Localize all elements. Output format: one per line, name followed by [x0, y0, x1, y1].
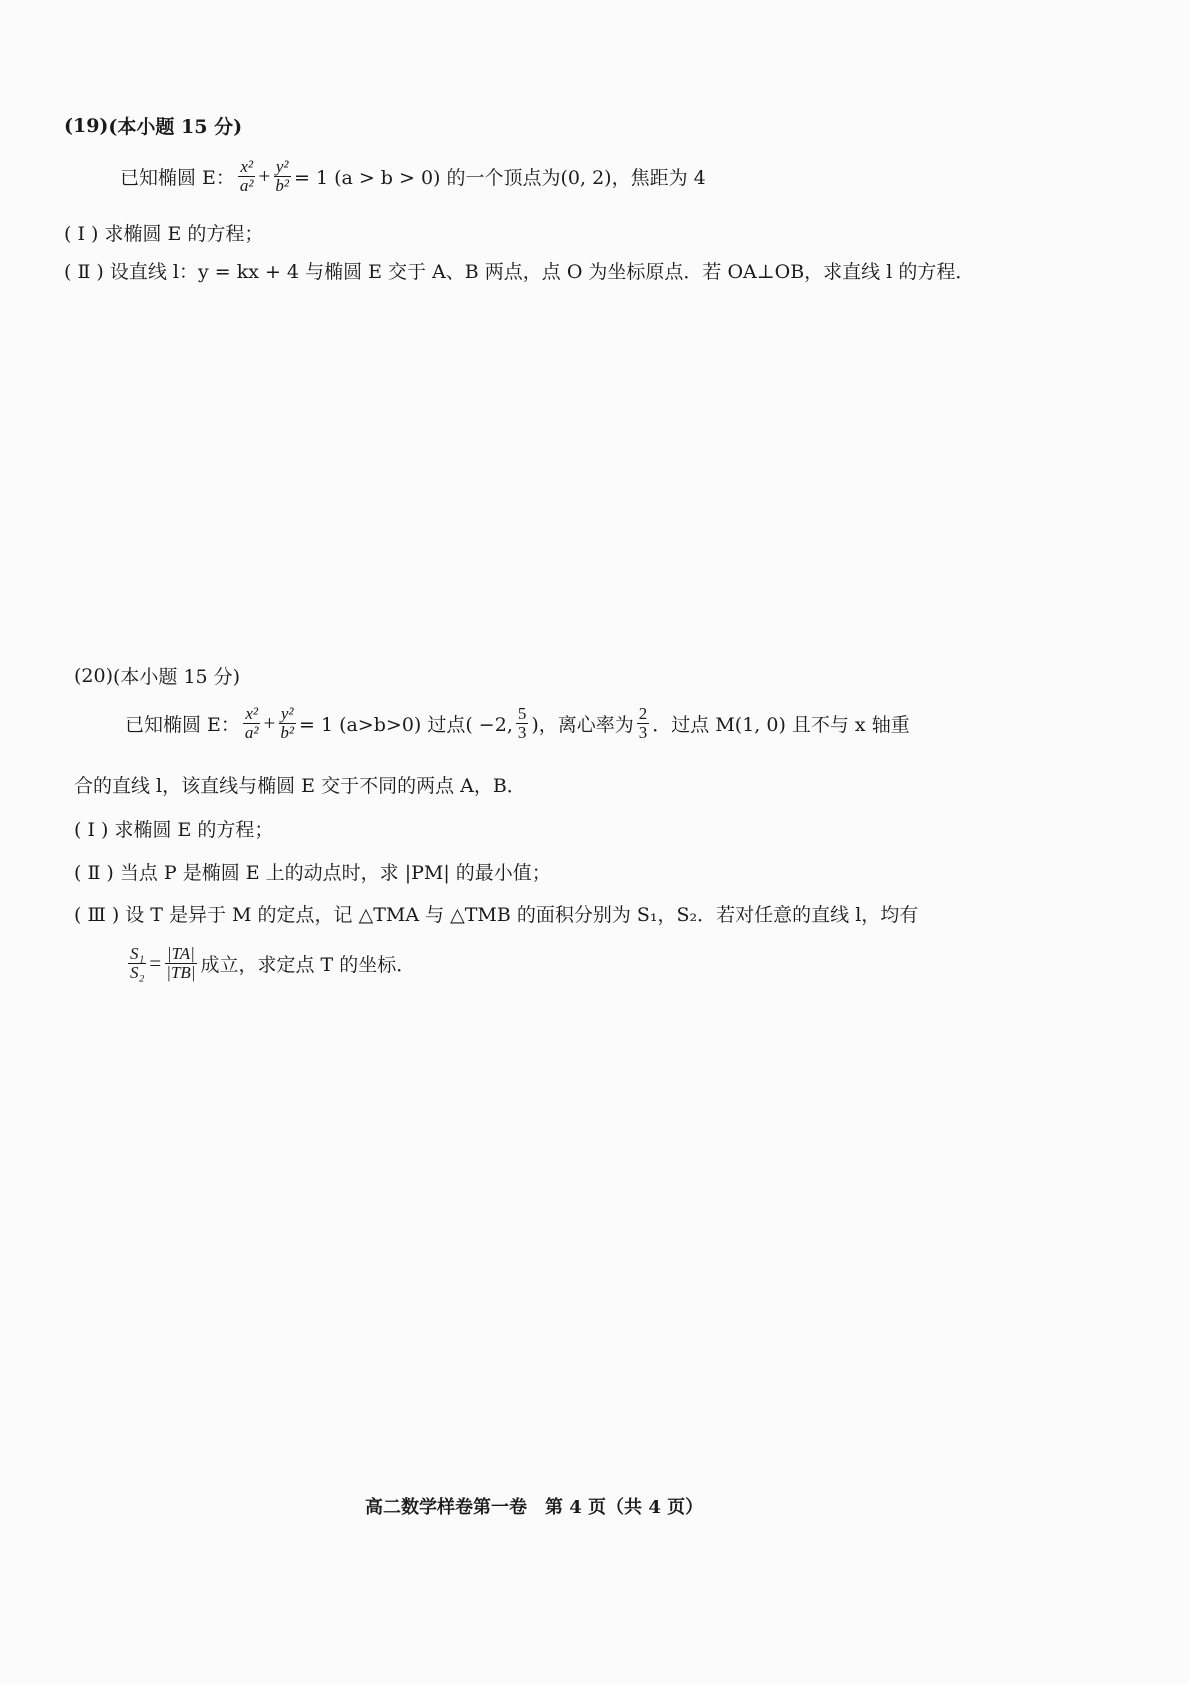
stem-text: 已知椭圆 E：: [120, 166, 235, 189]
numerator: |TA|: [166, 944, 195, 963]
numerator: 5: [517, 704, 527, 723]
q19-part1: ( Ⅰ ) 求椭圆 E 的方程；: [64, 223, 264, 245]
stem-text: 已知椭圆 E：: [125, 713, 240, 736]
q20-stem-line2: 合的直线 l，该直线与椭圆 E 交于不同的两点 A，B．: [74, 775, 526, 797]
plus-sign: +: [263, 710, 276, 735]
numerator: y²: [280, 704, 294, 723]
denominator: b²: [275, 175, 289, 195]
fraction: [164, 945, 197, 982]
q20-part3-condition: [125, 945, 415, 982]
fraction: [637, 705, 650, 742]
q20-stem: [125, 705, 910, 742]
numerator: x²: [240, 157, 254, 176]
denominator: 3: [517, 722, 527, 742]
numerator: 2: [638, 704, 648, 723]
denominator: |TB|: [166, 962, 196, 982]
q19-part2: ( Ⅱ ) 设直线 l：y = kx + 4 与椭圆 E 交于 A、B 两点，点 O 为坐标原点．若 OA⊥OB，求直线 l 的方程．: [64, 261, 975, 283]
fraction: [243, 705, 261, 742]
q20-part3: ( Ⅲ ) 设 T 是异于 M 的定点，记 △TMA 与 △TMB 的面积分别为 S₁，S₂．若对任意的直线 l，均有: [74, 904, 919, 926]
denominator: 3: [638, 722, 648, 742]
q20-part2: ( Ⅱ ) 当点 P 是椭圆 E 上的动点时，求 |PM| 的最小值；: [74, 862, 551, 884]
fraction: [273, 158, 291, 195]
denominator: a²: [244, 722, 259, 742]
q20-points: (本小题 15 分): [113, 666, 241, 688]
plus-sign: +: [258, 163, 271, 188]
page-footer: 高二数学样卷第一卷 第 4 页（共 4 页）: [365, 1497, 704, 1518]
denominator: a²: [239, 175, 254, 195]
denominator: S₂: [130, 962, 145, 982]
fraction: [128, 945, 146, 982]
numerator: x²: [245, 704, 259, 723]
q19-heading: [64, 112, 242, 139]
q20-heading: [74, 662, 240, 689]
numerator: y²: [275, 157, 289, 176]
q20-number: (20): [74, 664, 114, 687]
stem-text: = 1 (a > b > 0) 的一个顶点为(0, 2)，焦距为 4: [293, 166, 706, 189]
q19-stem: [120, 158, 706, 195]
stem-text: = 1 (a>b>0) 过点( −2,: [298, 713, 513, 736]
fraction: [516, 705, 529, 742]
q20-part1: ( Ⅰ ) 求椭圆 E 的方程；: [74, 819, 274, 841]
fraction: [278, 705, 296, 742]
equals-sign: =: [149, 950, 162, 975]
q19-number: (19): [64, 114, 109, 137]
numerator: S₁: [130, 944, 145, 963]
stem-text: 成立，求定点 T 的坐标．: [200, 953, 416, 976]
q19-points: (本小题 15 分): [108, 116, 243, 138]
stem-text: )，离心率为: [531, 713, 634, 736]
stem-text: ．过点 M(1, 0) 且不与 x 轴重: [652, 713, 910, 736]
denominator: b²: [280, 722, 294, 742]
fraction: [238, 158, 256, 195]
